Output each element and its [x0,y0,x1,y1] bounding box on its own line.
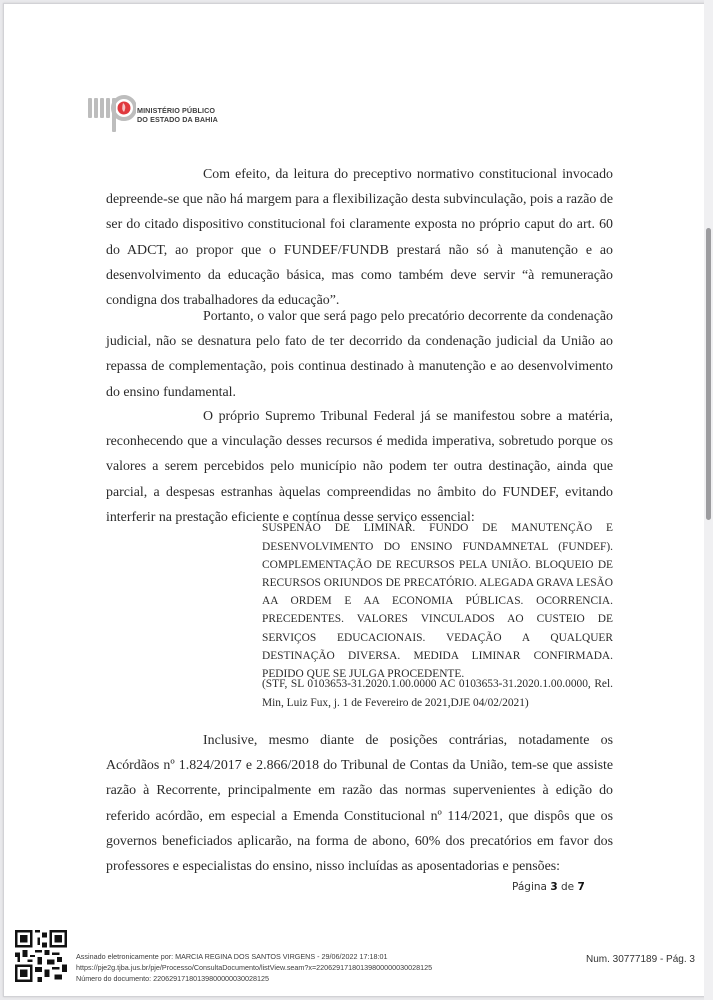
body-paragraph: Portanto, o valor que será pago pelo precatório decorrente da condenação judicial, não se desnatura pelo fato de ter decorrido da condenação judicial da União ao repassa de complementação, pois continua destinado à manutenção e ao desenvolvimento do ensino fundamental. [106,308,613,400]
ementa-citation: (STF, SL 0103653-31.2020.1.00.0000 AC 0103653-31.2020.1.00.0000, Rel. Min, Luiz Fux, j. 1 de Fevereiro de 2021,DJE 04/02/2021) [262,678,613,709]
signature-footer [0,925,700,993]
page-indicator-prefix: Página [512,881,547,893]
page-indicator-current: 3 [550,881,558,893]
page-indicator-of: de [560,881,575,893]
org-name-line1: MINISTÉRIO PÚBLICO [137,106,216,115]
document-num-page: Num. 30777189 - Pág. 3 [586,954,695,965]
org-name [137,106,218,124]
qr-code-icon[interactable] [15,930,67,982]
body-paragraph: Com efeito, da leitura do preceptivo normativo constitucional invocado depreende-se que não há margem para a flexibilização desta subvinculação, pois a razão de ser do citado dispositivo constitucional foi claramente exposta no próprio caput do art. 60 do ADCT, ao propor que o FUNDEF/FUNDB prestará não só à manutenção e ao desenvolvimento da educação básica, mas como também deve servir “à remuneração condigna dos trabalhadores da educação”. [106,166,613,309]
page-indicator [512,881,585,893]
mp-logo-icon [88,92,136,136]
document-number-text: Número do documento: 22062917180139800000030028125 [76,974,270,983]
document-page [3,3,707,997]
scrollbar-thumb[interactable] [706,228,711,520]
page-indicator-total: 7 [577,881,585,893]
body-paragraph: O próprio Supremo Tribunal Federal já se manifestou sobre a matéria, reconhecendo que a vinculação desses recursos é medida imperativa, sobretudo porque os valores a serem percebidos pelo município não podem ter outra destinação, ainda que parcial, a despesas estranhas àquelas compreendidas no âmbito do FUNDEF, evitando interferir na prestação eficiente e contínua desse serviço essencial: [106,408,613,526]
mp-ba-logo [88,92,248,136]
vertical-scrollbar[interactable] [704,0,713,1000]
document-url-link[interactable]: https://pje2g.tjba.jus.br/pje/Processo/ConsultaDocumento/listView.seam?x=22062917180139800000030028125 [76,963,433,972]
signature-info [76,951,432,984]
ementa-quote: SUSPENÃO DE LIMINAR. FUNDO DE MANUTENÇÃO E DESENVOLVIMENTO DO ENSINO FUNDAMNETAL (FUNDEF). COMPLEMENTAÇÃO DE RECURSOS PELA UNIÃO. BLOQUEIO DE RECURSOS ORIUNDOS DE PRECATÓRIO. ALEGADA GRAVA LESÃO AA ORDEM E AA ECONOMIA PÚBLICAS. OCORRENCIA. PRECEDENTES. VALORES VINCULADOS AO CUSTEIO DE SERVIÇOS EDUCACIONAIS. VEDAÇÃO A QUALQUER DESTINAÇÃO DIVERSA. MEDIDA LIMINAR CONFIRMADA. PEDIDO QUE SE JULGA PROCEDENTE. [262,522,613,681]
body-paragraph: Inclusive, mesmo diante de posições contrárias, notadamente os Acórdãos nº 1.824/2017 e 2.866/2018 do Tribunal de Contas da União, tem-se que assiste razão à Recorrente, principalmente em razão das normas supervenientes à edição do referido acórdão, em especial a Emenda Constitucional nº 114/2021, que dispôs que os governos beneficiados aplicarão, na forma de abono, 60% dos precatórios em favor dos professores e especialistas do ensino, nisso incluídas as aposentadorias e pensões: [106,732,613,875]
signed-by-text: Assinado eletronicamente por: MARCIA REGINA DOS SANTOS VIRGENS - 29/06/2022 17:18:01 [76,952,388,961]
org-name-line2: DO ESTADO DA BAHIA [137,115,218,124]
